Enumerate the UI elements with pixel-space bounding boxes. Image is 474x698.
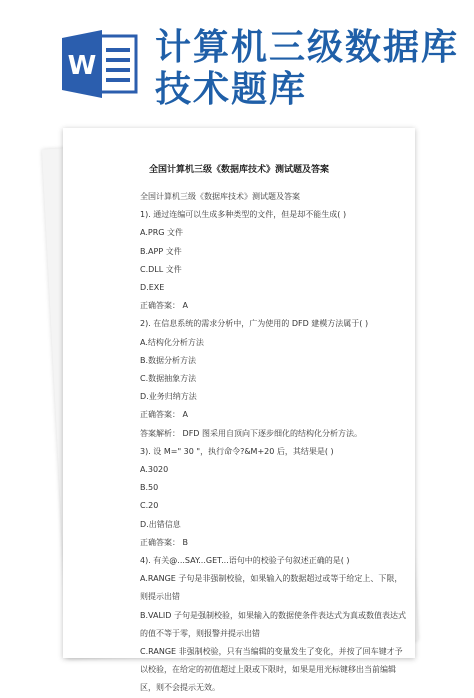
banner-title-line1: 计算机三级数据库 (155, 27, 460, 68)
option-b: B.数据分析方法 (140, 355, 197, 365)
option-a: A.PRG 文件 (140, 228, 183, 238)
answer: 正确答案： B (140, 537, 189, 547)
option-d: D.业务归纳方法 (140, 392, 197, 402)
option-b: B.50 (140, 483, 159, 493)
word-icon-letter: W (67, 51, 97, 81)
explanation: 答案解析： DFD 图采用自顶向下逐步细化的结构化分析方法。 (140, 428, 363, 438)
banner (0, 0, 474, 120)
document-page (63, 128, 415, 693)
answer: 正确答案： A (140, 410, 189, 420)
doc-line: 全国计算机三级《数据库技术》测试题及答案 (140, 192, 300, 201)
document-body (140, 188, 410, 698)
option-b: B.APP 文件 (140, 246, 182, 256)
question-3: 3). 设 M=" 30 "，执行命令?&M+20 后，其结果是( ) (140, 446, 334, 456)
option-a: A.RANGE 子句是非强制校验，如果输入的数据超过或等于给定上、下限，则提示出错 (140, 574, 403, 602)
word-icon (62, 28, 138, 100)
document-title: 全国计算机三级《数据库技术》测试题及答案 (148, 165, 329, 175)
option-d: D.出错信息 (140, 519, 181, 529)
option-c: C.DLL 文件 (140, 264, 182, 274)
question-2: 2). 在信息系统的需求分析中，广为使用的 DFD 建模方法属于( ) (140, 319, 369, 329)
option-d: D.EXE (140, 283, 165, 293)
banner-title-line2: 技术题库 (155, 69, 308, 110)
question-1: 1). 通过连编可以生成多种类型的文件，但是却不能生成( ) (140, 210, 347, 220)
answer: 正确答案： A (140, 301, 189, 311)
option-a: A.3020 (140, 465, 169, 475)
question-4: 4). 有关@...SAY...GET...语句中的校验子句叙述正确的是( ) (140, 556, 350, 566)
option-b: B.VALID 子句是强制校验，如果输入的数据使条件表达式为真或数值表达式的值不等于零，则报警并提示出错 (140, 610, 406, 638)
option-c: C.RANGE 非强制校验，只有当编辑的变量发生了变化，并按了回车键才予以校验，在给定的初值超过上限或下限时，如果是用光标键移出当前编辑区，则不会提示无效。 (140, 647, 403, 693)
option-a: A.结构化分析方法 (140, 337, 204, 347)
option-c: C.数据抽象方法 (140, 374, 197, 384)
option-c: C.20 (140, 501, 159, 511)
